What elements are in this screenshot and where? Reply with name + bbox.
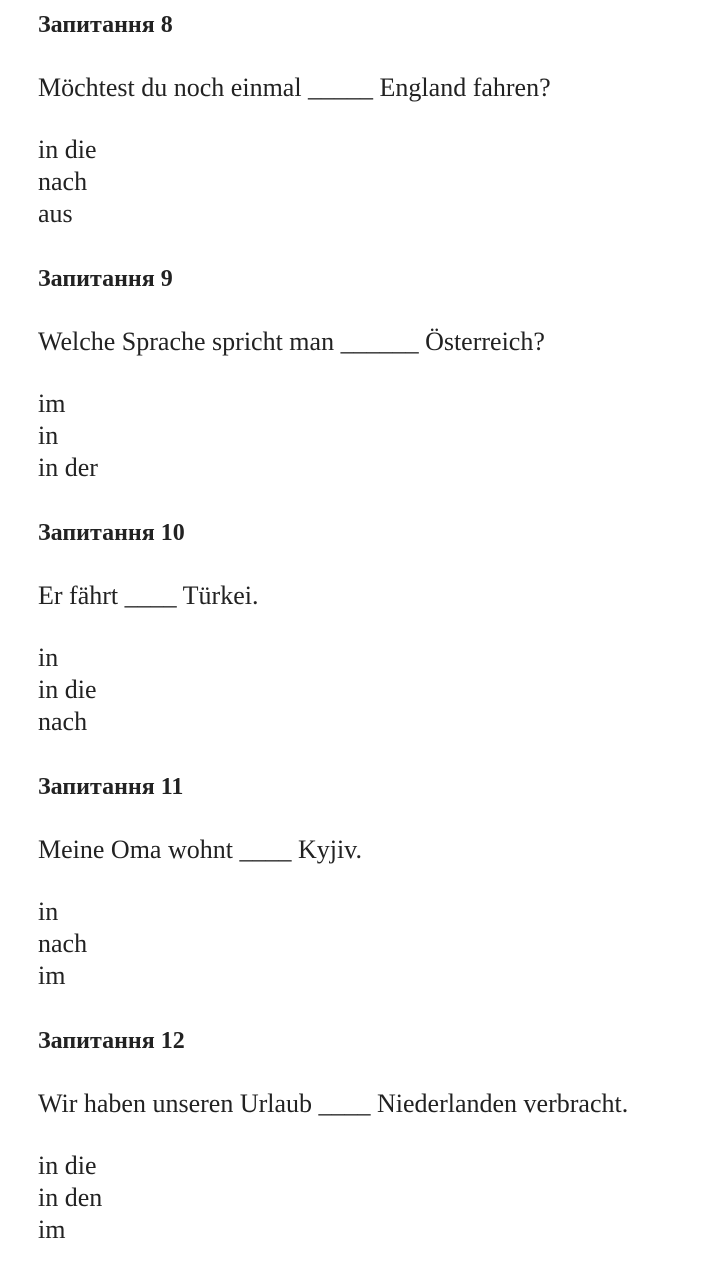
answer-option[interactable]: in den xyxy=(38,1183,103,1212)
question-text: Welche Sprache spricht man ______ Österreich? xyxy=(38,327,545,356)
answer-options xyxy=(38,388,698,484)
question-title: Запитання 10 xyxy=(38,520,185,546)
question-text: Möchtest du noch einmal _____ England fahren? xyxy=(38,73,551,102)
question-11 xyxy=(38,770,698,1024)
quiz-page xyxy=(38,8,698,1278)
question-text: Meine Oma wohnt ____ Kyjiv. xyxy=(38,835,362,864)
answer-option[interactable]: in die xyxy=(38,675,97,704)
answer-option[interactable]: in der xyxy=(38,453,98,482)
question-title: Запитання 8 xyxy=(38,12,173,38)
answer-option[interactable]: in xyxy=(38,643,59,672)
question-title: Запитання 12 xyxy=(38,1028,185,1054)
question-text: Wir haben unseren Urlaub ____ Niederlanden verbracht. xyxy=(38,1089,629,1118)
answer-option[interactable]: in die xyxy=(38,135,97,164)
answer-options xyxy=(38,134,698,230)
answer-options xyxy=(38,896,698,992)
answer-option[interactable]: im xyxy=(38,389,66,418)
answer-options xyxy=(38,642,698,738)
question-text: Er fährt ____ Türkei. xyxy=(38,581,259,610)
question-10 xyxy=(38,516,698,770)
answer-option[interactable]: in xyxy=(38,421,59,450)
answer-option[interactable]: im xyxy=(38,1215,66,1244)
question-9 xyxy=(38,262,698,516)
answer-option[interactable]: nach xyxy=(38,707,88,736)
answer-option[interactable]: in xyxy=(38,897,59,926)
question-title: Запитання 9 xyxy=(38,266,173,292)
question-8 xyxy=(38,8,698,262)
answer-option[interactable]: aus xyxy=(38,199,73,228)
answer-option[interactable]: in die xyxy=(38,1151,97,1180)
question-12 xyxy=(38,1024,698,1278)
question-title: Запитання 11 xyxy=(38,774,184,800)
answer-option[interactable]: im xyxy=(38,961,66,990)
answer-options xyxy=(38,1150,698,1246)
answer-option[interactable]: nach xyxy=(38,929,88,958)
answer-option[interactable]: nach xyxy=(38,167,88,196)
